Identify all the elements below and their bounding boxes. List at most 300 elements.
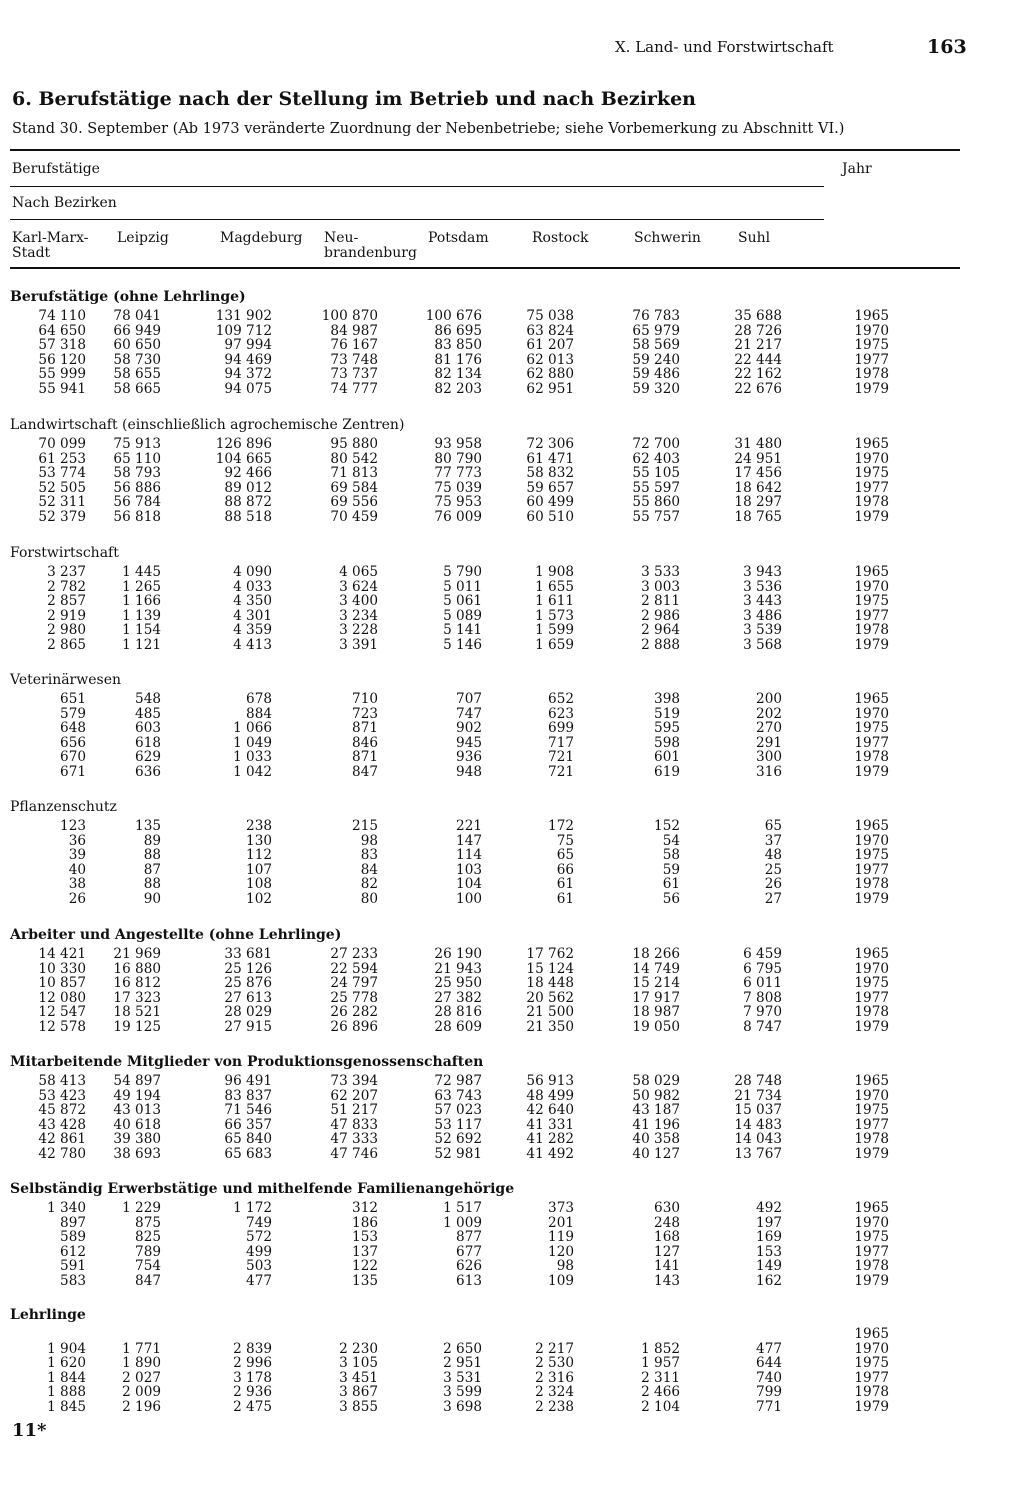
year-cell: 1978 [854, 1258, 889, 1275]
table-cell: 1 611 [535, 593, 574, 610]
table-cell: 56 913 [526, 1073, 574, 1089]
table-cell: 18 765 [734, 509, 782, 525]
table-cell: 82 134 [434, 366, 482, 383]
column-header-line1: Potsdam [428, 230, 489, 246]
table-cell: 33 681 [224, 946, 272, 962]
table-cell: 4 090 [233, 564, 272, 580]
section-label: Landwirtschaft (einschließlich agrochemische Zentren) [10, 417, 405, 433]
table-cell: 3 443 [743, 593, 782, 610]
table-cell: 42 640 [526, 1102, 574, 1119]
table-cell: 126 896 [215, 436, 272, 452]
table-cell: 58 569 [632, 337, 680, 354]
table-cell: 56 886 [113, 479, 161, 496]
year-cell: 1965 [854, 1200, 889, 1216]
table-cell: 122 [352, 1258, 378, 1275]
year-cell: 1975 [854, 465, 889, 482]
table-cell: 5 061 [443, 593, 482, 610]
table-cell: 1 852 [641, 1340, 680, 1357]
table-cell: 3 698 [443, 1399, 482, 1415]
table-cell: 112 [246, 847, 272, 864]
table-cell: 18 448 [526, 975, 574, 992]
table-cell: 88 872 [224, 494, 272, 511]
page-number: 163 [927, 36, 967, 58]
year-cell: 1970 [854, 1087, 889, 1104]
year-cell: 1965 [854, 308, 889, 324]
table-cell: 5 141 [443, 622, 482, 639]
table-cell: 42 780 [38, 1146, 86, 1162]
table-cell: 1 844 [47, 1369, 86, 1386]
table-cell: 847 [352, 764, 378, 780]
table-cell: 168 [654, 1229, 680, 1246]
year-cell: 1978 [854, 1131, 889, 1148]
table-cell: 2 782 [47, 578, 86, 595]
table-cell: 64 650 [38, 322, 86, 339]
table-cell: 3 624 [339, 578, 378, 595]
table-cell: 300 [756, 749, 782, 766]
table-cell: 2 196 [122, 1399, 161, 1415]
table-cell: 72 306 [526, 436, 574, 452]
section-label: Forstwirtschaft [10, 545, 119, 561]
table-cell: 28 816 [434, 1004, 482, 1021]
table-cell: 57 318 [38, 337, 86, 354]
section-label: Berufstätige (ohne Lehrlinge) [10, 289, 246, 305]
table-cell: 1 517 [443, 1200, 482, 1216]
year-cell: 1979 [854, 1399, 889, 1415]
table-cell: 548 [135, 691, 161, 707]
table-cell: 40 [68, 861, 86, 878]
table-cell: 3 533 [641, 564, 680, 580]
table-cell: 1 771 [122, 1340, 161, 1357]
table-cell: 884 [246, 705, 272, 722]
table-cell: 20 562 [526, 989, 574, 1006]
table-cell: 25 126 [224, 960, 272, 977]
table-cell: 22 676 [734, 381, 782, 397]
year-cell: 1977 [854, 734, 889, 751]
table-cell: 10 857 [38, 975, 86, 992]
table-cell: 197 [756, 1214, 782, 1231]
table-cell: 13 767 [734, 1146, 782, 1162]
column-header-line1: Rostock [532, 230, 589, 246]
table-cell: 1 890 [122, 1355, 161, 1372]
table-cell: 50 982 [632, 1087, 680, 1104]
table-cell: 135 [352, 1273, 378, 1289]
table-cell: 398 [654, 691, 680, 707]
footer-mark: 11* [12, 1420, 47, 1441]
table-cell: 58 029 [632, 1073, 680, 1089]
year-cell: 1970 [854, 578, 889, 595]
table-cell: 88 [143, 876, 161, 893]
table-cell: 477 [756, 1340, 782, 1357]
table-cell: 825 [135, 1229, 161, 1246]
table-cell: 86 695 [434, 322, 482, 339]
table-cell: 2 530 [535, 1355, 574, 1372]
table-cell: 54 [662, 832, 680, 849]
table-cell: 3 536 [743, 578, 782, 595]
table-cell: 130 [246, 832, 272, 849]
table-cell: 312 [352, 1200, 378, 1216]
table-cell: 62 207 [330, 1087, 378, 1104]
table-cell: 74 777 [330, 381, 378, 397]
table-cell: 2 650 [443, 1340, 482, 1357]
table-cell: 3 531 [443, 1369, 482, 1386]
table-cell: 2 009 [122, 1384, 161, 1401]
column-header [12, 231, 88, 261]
table-cell: 24 797 [330, 975, 378, 992]
table-cell: 3 599 [443, 1384, 482, 1401]
table-cell: 595 [654, 720, 680, 737]
table-cell: 25 950 [434, 975, 482, 992]
table-cell: 17 917 [632, 989, 680, 1006]
table-cell: 21 217 [734, 337, 782, 354]
table-cell: 83 850 [434, 337, 482, 354]
running-header: X. Land- und Forstwirtschaft [615, 38, 834, 56]
year-cell: 1975 [854, 1102, 889, 1119]
table-cell: 2 951 [443, 1355, 482, 1372]
table-cell: 119 [548, 1229, 574, 1246]
table-cell: 55 105 [632, 465, 680, 482]
table-cell: 1 265 [122, 578, 161, 595]
table-cell: 14 749 [632, 960, 680, 977]
table-cell: 948 [456, 764, 482, 780]
table-cell: 27 382 [434, 989, 482, 1006]
table-cell: 2 466 [641, 1384, 680, 1401]
table-cell: 17 323 [113, 989, 161, 1006]
table-cell: 152 [654, 818, 680, 834]
table-cell: 3 234 [339, 607, 378, 624]
table-cell: 630 [654, 1200, 680, 1216]
table-cell: 902 [456, 720, 482, 737]
table-cell: 18 642 [734, 479, 782, 496]
table-cell: 59 320 [632, 381, 680, 397]
table-cell: 2 919 [47, 607, 86, 624]
year-cell: 1977 [854, 861, 889, 878]
table-cell: 88 [143, 847, 161, 864]
table-cell: 62 013 [526, 351, 574, 368]
table-cell: 66 357 [224, 1116, 272, 1133]
table-cell: 65 683 [224, 1146, 272, 1162]
table-cell: 61 471 [526, 450, 574, 467]
table-cell: 5 011 [443, 578, 482, 595]
table-cell: 100 676 [425, 308, 482, 324]
table-cell: 77 773 [434, 465, 482, 482]
table-cell: 65 110 [113, 450, 161, 467]
table-cell: 55 597 [632, 479, 680, 496]
year-cell: 1979 [854, 1273, 889, 1289]
header-bottom-rule [10, 267, 960, 269]
table-cell: 652 [548, 691, 574, 707]
table-cell: 270 [756, 720, 782, 737]
table-cell: 373 [548, 1200, 574, 1216]
table-cell: 5 146 [443, 637, 482, 653]
table-cell: 84 987 [330, 322, 378, 339]
table-cell: 78 041 [113, 308, 161, 324]
table-cell: 143 [654, 1273, 680, 1289]
table-cell: 3 400 [339, 593, 378, 610]
table-cell: 53 774 [38, 465, 86, 482]
table-cell: 12 578 [38, 1019, 86, 1035]
column-header [738, 231, 770, 246]
table-cell: 83 [360, 847, 378, 864]
table-cell: 27 233 [330, 946, 378, 962]
table-cell: 2 230 [339, 1340, 378, 1357]
table-cell: 877 [456, 1229, 482, 1246]
table-cell: 56 818 [113, 509, 161, 525]
table-cell: 38 [68, 876, 86, 893]
table-cell: 16 812 [113, 975, 161, 992]
year-cell: 1970 [854, 1214, 889, 1231]
table-cell: 47 833 [330, 1116, 378, 1133]
table-cell: 1 139 [122, 607, 161, 624]
table-cell: 2 996 [233, 1355, 272, 1372]
table-cell: 200 [756, 691, 782, 707]
table-cell: 1 620 [47, 1355, 86, 1372]
table-cell: 114 [456, 847, 482, 864]
table-cell: 723 [352, 705, 378, 722]
table-cell: 61 207 [526, 337, 574, 354]
table-cell: 65 979 [632, 322, 680, 339]
table-cell: 747 [456, 705, 482, 722]
table-cell: 94 469 [224, 351, 272, 368]
table-cell: 98 [556, 1258, 574, 1275]
table-cell: 45 872 [38, 1102, 86, 1119]
table-cell: 598 [654, 734, 680, 751]
table-cell: 4 033 [233, 578, 272, 595]
table-cell: 53 423 [38, 1087, 86, 1104]
table-cell: 104 [456, 876, 482, 893]
table-cell: 2 980 [47, 622, 86, 639]
table-cell: 21 500 [526, 1004, 574, 1021]
table-cell: 21 969 [113, 946, 161, 962]
table-cell: 2 865 [47, 637, 86, 653]
year-cell: 1970 [854, 705, 889, 722]
table-cell: 3 486 [743, 607, 782, 624]
table-cell: 3 855 [339, 1399, 378, 1415]
table-cell: 169 [756, 1229, 782, 1246]
table-cell: 1 340 [47, 1200, 86, 1216]
table-cell: 28 726 [734, 322, 782, 339]
table-cell: 618 [135, 734, 161, 751]
table-cell: 846 [352, 734, 378, 751]
table-cell: 76 783 [632, 308, 680, 324]
table-cell: 83 837 [224, 1087, 272, 1104]
table-cell: 15 124 [526, 960, 574, 977]
table-cell: 100 [456, 891, 482, 907]
year-cell: 1977 [854, 1369, 889, 1386]
table-cell: 4 350 [233, 593, 272, 610]
header-berufstaetige: Berufstätige [12, 161, 100, 177]
table-cell: 3 391 [339, 637, 378, 653]
table-cell: 1 121 [122, 637, 161, 653]
column-header-line1: Suhl [738, 230, 771, 246]
table-cell: 55 999 [38, 366, 86, 383]
table-cell: 41 331 [526, 1116, 574, 1133]
table-cell: 109 712 [215, 322, 272, 339]
table-cell: 2 936 [233, 1384, 272, 1401]
table-cell: 740 [756, 1369, 782, 1386]
table-cell: 15 037 [734, 1102, 782, 1119]
year-cell: 1978 [854, 622, 889, 639]
year-cell: 1979 [854, 764, 889, 780]
table-cell: 69 556 [330, 494, 378, 511]
table-cell: 721 [548, 749, 574, 766]
table-cell: 73 737 [330, 366, 378, 383]
table-cell: 3 451 [339, 1369, 378, 1386]
table-cell: 1 049 [233, 734, 272, 751]
table-cell: 149 [756, 1258, 782, 1275]
table-cell: 70 099 [38, 436, 86, 452]
table-cell: 2 217 [535, 1340, 574, 1357]
table-cell: 58 413 [38, 1073, 86, 1089]
table-cell: 76 167 [330, 337, 378, 354]
table-cell: 2 964 [641, 622, 680, 639]
table-cell: 76 009 [434, 509, 482, 525]
table-cell: 71 546 [224, 1102, 272, 1119]
section-label: Lehrlinge [10, 1307, 86, 1323]
table-cell: 2 888 [641, 637, 680, 653]
table-cell: 945 [456, 734, 482, 751]
year-cell: 1975 [854, 720, 889, 737]
table-cell: 771 [756, 1399, 782, 1415]
table-cell: 88 518 [224, 509, 272, 525]
table-cell: 591 [60, 1258, 86, 1275]
table-cell: 629 [135, 749, 161, 766]
table-cell: 74 110 [38, 308, 86, 324]
table-cell: 1 655 [535, 578, 574, 595]
table-cell: 6 459 [743, 946, 782, 962]
table-cell: 43 428 [38, 1116, 86, 1133]
table-cell: 55 941 [38, 381, 86, 397]
table-subtitle: Stand 30. September (Ab 1973 veränderte Zuordnung der Nebenbetriebe; siehe Vorbemerkung zu Abschnitt VI.) [12, 121, 845, 137]
table-cell: 40 358 [632, 1131, 680, 1148]
table-cell: 52 379 [38, 509, 86, 525]
table-cell: 612 [60, 1243, 86, 1260]
table-cell: 61 [662, 876, 680, 893]
table-cell: 39 380 [113, 1131, 161, 1148]
table-cell: 48 499 [526, 1087, 574, 1104]
table-cell: 1 229 [122, 1200, 161, 1216]
table-cell: 40 618 [113, 1116, 161, 1133]
table-cell: 66 949 [113, 322, 161, 339]
table-cell: 102 [246, 891, 272, 907]
table-cell: 27 613 [224, 989, 272, 1006]
table-cell: 499 [246, 1243, 272, 1260]
table-cell: 137 [352, 1243, 378, 1260]
table-cell: 48 [764, 847, 782, 864]
table-cell: 107 [246, 861, 272, 878]
table-cell: 60 650 [113, 337, 161, 354]
table-cell: 17 456 [734, 465, 782, 482]
year-cell: 1975 [854, 847, 889, 864]
table-cell: 63 824 [526, 322, 574, 339]
table-cell: 52 311 [38, 494, 86, 511]
table-cell: 47 333 [330, 1131, 378, 1148]
table-cell: 1 573 [535, 607, 574, 624]
table-cell: 670 [60, 749, 86, 766]
table-cell: 4 301 [233, 607, 272, 624]
column-header [428, 231, 489, 246]
table-cell: 186 [352, 1214, 378, 1231]
table-cell: 875 [135, 1214, 161, 1231]
table-cell: 2 027 [122, 1369, 161, 1386]
table-cell: 2 811 [641, 593, 680, 610]
table-cell: 754 [135, 1258, 161, 1275]
table-cell: 58 [662, 847, 680, 864]
table-cell: 73 748 [330, 351, 378, 368]
table-cell: 41 492 [526, 1146, 574, 1162]
table-cell: 100 870 [321, 308, 378, 324]
table-cell: 38 693 [113, 1146, 161, 1162]
table-cell: 26 [764, 876, 782, 893]
year-cell: 1978 [854, 1384, 889, 1401]
table-cell: 72 987 [434, 1073, 482, 1089]
table-cell: 42 861 [38, 1131, 86, 1148]
year-cell: 1977 [854, 1243, 889, 1260]
table-cell: 120 [548, 1243, 574, 1260]
table-cell: 153 [756, 1243, 782, 1260]
year-cell: 1965 [854, 818, 889, 834]
table-cell: 21 734 [734, 1087, 782, 1104]
header-mid-rule-2 [10, 219, 824, 220]
table-cell: 316 [756, 764, 782, 780]
table-cell: 26 [68, 891, 86, 907]
table-cell: 62 403 [632, 450, 680, 467]
table-cell: 24 951 [734, 450, 782, 467]
table-cell: 503 [246, 1258, 272, 1275]
table-cell: 82 [360, 876, 378, 893]
section-label: Selbständig Erwerbstätige und mithelfende Familienangehörige [10, 1181, 515, 1197]
table-cell: 75 [556, 832, 574, 849]
table-cell: 789 [135, 1243, 161, 1260]
table-cell: 589 [60, 1229, 86, 1246]
table-cell: 62 951 [526, 381, 574, 397]
table-cell: 35 688 [734, 308, 782, 324]
table-cell: 75 038 [526, 308, 574, 324]
year-cell: 1979 [854, 381, 889, 397]
table-cell: 477 [246, 1273, 272, 1289]
table-cell: 80 542 [330, 450, 378, 467]
column-header [220, 231, 303, 246]
year-cell: 1977 [854, 351, 889, 368]
column-header-line1: Magdeburg [220, 230, 303, 246]
table-cell: 80 790 [434, 450, 482, 467]
table-cell: 636 [135, 764, 161, 780]
year-cell: 1975 [854, 1229, 889, 1246]
year-cell: 1970 [854, 1340, 889, 1357]
year-cell: 1979 [854, 1019, 889, 1035]
table-cell: 75 039 [434, 479, 482, 496]
table-cell: 3 867 [339, 1384, 378, 1401]
table-cell: 22 444 [734, 351, 782, 368]
year-cell: 1978 [854, 366, 889, 383]
year-cell: 1970 [854, 832, 889, 849]
table-cell: 2 238 [535, 1399, 574, 1415]
year-cell: 1975 [854, 975, 889, 992]
column-header-line1: Schwerin [634, 230, 701, 246]
table-cell: 485 [135, 705, 161, 722]
table-cell: 103 [456, 861, 482, 878]
table-cell: 71 813 [330, 465, 378, 482]
table-cell: 221 [456, 818, 482, 834]
table-cell: 41 282 [526, 1131, 574, 1148]
table-cell: 626 [456, 1258, 482, 1275]
table-cell: 17 762 [526, 946, 574, 962]
table-cell: 14 483 [734, 1116, 782, 1133]
table-cell: 58 832 [526, 465, 574, 482]
section-label: Arbeiter und Angestellte (ohne Lehrlinge) [10, 927, 342, 943]
table-cell: 56 120 [38, 351, 86, 368]
table-cell: 52 692 [434, 1131, 482, 1148]
table-cell: 162 [756, 1273, 782, 1289]
